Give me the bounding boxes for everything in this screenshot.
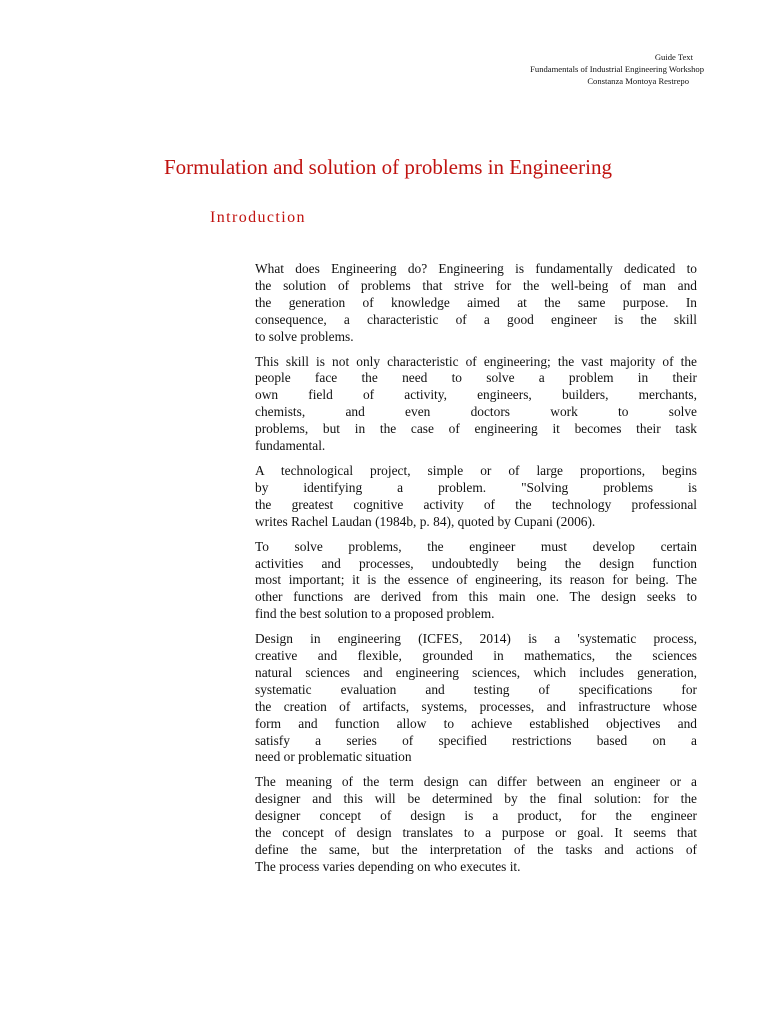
paragraph-line: other functions are derived from this main one. The design seeks to (255, 589, 697, 605)
document-title: Formulation and solution of problems in Engineering (164, 155, 612, 179)
body-paragraph (255, 774, 697, 875)
running-header (444, 51, 704, 87)
paragraph-line: The process varies depending on who executes it. (255, 858, 521, 874)
body-paragraph (255, 631, 697, 766)
header-guide-text: Guide Text (654, 52, 693, 62)
body-paragraph (255, 354, 697, 455)
section-heading-introduction: Introduction (210, 209, 306, 226)
paragraph-line: What does Engineering do? Engineering is fundamentally dedicated to (255, 261, 697, 276)
paragraph-line: fundamental. (255, 438, 326, 454)
paragraph-line: define the same, but the interpretation of the tasks and actions of (255, 842, 697, 857)
paragraph-line: systematic evaluation and testing of specifications for (255, 681, 697, 697)
paragraph-line: A technological project, simple or of large proportions, begins (255, 462, 697, 478)
paragraph-line: the generation of knowledge aimed at the same purpose. In (255, 294, 697, 310)
paragraph-line: the solution of problems that strive for the well-being of man and (255, 277, 697, 293)
body-paragraph (255, 539, 697, 624)
paragraph-line: activities and processes, undoubtedly being the design function (255, 555, 697, 571)
paragraph-line: Design in engineering (ICFES, 2014) is a 'systematic process, (255, 631, 697, 647)
paragraph-line: find the best solution to a proposed problem. (255, 606, 495, 622)
body-paragraph (255, 463, 697, 531)
paragraph-line: to solve problems. (255, 328, 354, 344)
paragraph-line: creative and flexible, grounded in mathematics, the sciences (255, 648, 697, 664)
paragraph-line: writes Rachel Laudan (1984b, p. 84), quoted by Cupani (2006). (255, 513, 596, 529)
paragraph-line: the greatest cognitive activity of the technology professional (255, 496, 697, 512)
paragraph-line: This skill is not only characteristic of engineering; the vast majority of the (255, 353, 697, 369)
body-text (255, 261, 697, 884)
paragraph-line: The meaning of the term design can differ between an engineer or a (255, 774, 697, 790)
paragraph-line: problems, but in the case of engineering it becomes their task (255, 421, 697, 437)
paragraph-line: satisfy a series of specified restrictions based on a (255, 732, 697, 748)
paragraph-line: consequence, a characteristic of a good engineer is the skill (255, 311, 697, 327)
paragraph-line: need or problematic situation (255, 749, 412, 765)
paragraph-line: most important; it is the essence of engineering, its reason for being. The (255, 572, 697, 588)
paragraph-line: the creation of artifacts, systems, processes, and infrastructure whose (255, 698, 697, 714)
paragraph-line: natural sciences and engineering sciences, which includes generation, (255, 664, 697, 680)
paragraph-line: chemists, and even doctors work to solve (255, 404, 697, 420)
paragraph-line: own field of activity, engineers, builders, merchants, (255, 387, 697, 403)
paragraph-line: people face the need to solve a problem in their (255, 370, 697, 386)
paragraph-line: the concept of design translates to a purpose or goal. It seems that (255, 825, 697, 841)
paragraph-line: designer concept of design is a product, for the engineer (255, 808, 697, 824)
paragraph-line: designer and this will be determined by the final solution: for the (255, 791, 697, 807)
paragraph-line: form and function allow to achieve established objectives and (255, 715, 697, 731)
paragraph-line: To solve problems, the engineer must develop certain (255, 538, 697, 554)
paragraph-line: by identifying a problem. "Solving problems is (255, 479, 697, 495)
body-paragraph (255, 261, 697, 346)
header-course-name: Fundamentals of Industrial Engineering Workshop (530, 64, 704, 74)
header-author: Constanza Montoya Restrepo (587, 76, 689, 86)
